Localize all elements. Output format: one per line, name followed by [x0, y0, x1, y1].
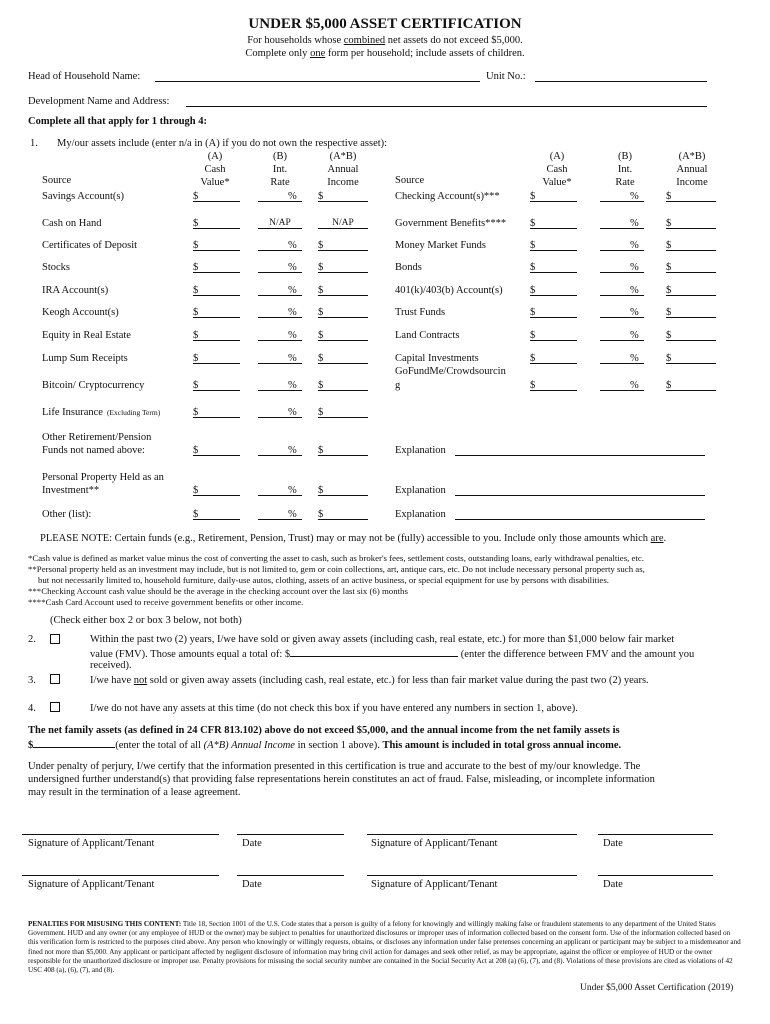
asset-source-label: Bonds: [395, 262, 422, 273]
annual-income-field[interactable]: [666, 340, 716, 341]
life-insurance-label: Life Insurance: [42, 407, 103, 418]
int-rate-field[interactable]: [258, 417, 302, 418]
signature-line[interactable]: [22, 834, 219, 835]
item-4-checkbox[interactable]: [50, 702, 60, 712]
int-rate-field[interactable]: [600, 295, 644, 296]
dollar-sign: $: [666, 191, 672, 202]
percent-sign: %: [288, 445, 297, 456]
percent-sign: %: [630, 262, 639, 273]
dollar-sign: $: [318, 285, 324, 296]
int-rate-nap: N/AP: [269, 218, 291, 228]
asset-source-label: IRA Account(s): [42, 285, 109, 296]
cash-value-field[interactable]: [193, 390, 240, 391]
int-rate-field[interactable]: [258, 272, 302, 273]
asset-source-label: Lump Sum Receipts: [42, 353, 128, 364]
dollar-sign: $: [193, 380, 199, 391]
asset-source-label: Land Contracts: [395, 330, 460, 341]
footnote-cash-card: ****Cash Card Account used to receive government benefits or other income.: [28, 597, 304, 607]
asset-source-label: Other Retirement/Pension: [42, 432, 152, 443]
int-rate-field[interactable]: [258, 340, 302, 341]
dollar-sign: $: [193, 485, 199, 496]
percent-sign: %: [630, 330, 639, 341]
dollar-sign: $: [666, 330, 672, 341]
cash-value-field[interactable]: [193, 495, 240, 496]
subtitle-2: Complete only one form per household; include assets of children.: [245, 48, 525, 59]
date-label: Date: [603, 879, 623, 890]
subtitle-1: For households whose combined net assets do not exceed $5,000.: [247, 35, 523, 46]
annual-income-field[interactable]: [318, 295, 368, 296]
dollar-sign: $: [666, 240, 672, 251]
perjury-line-2: undersigned further understand(s) that providing false representations herein constitutes an act of fraud. False, misleading, or incomplete information: [28, 774, 655, 785]
signature-label: Signature of Applicant/Tenant: [28, 879, 155, 890]
dollar-sign: $: [318, 240, 324, 251]
dollar-sign: $: [193, 285, 199, 296]
dollar-sign: $: [318, 353, 324, 364]
annual-income-field[interactable]: [666, 201, 716, 202]
annual-income-field[interactable]: [318, 340, 368, 341]
footer-form-name: Under $5,000 Asset Certification (2019): [580, 983, 734, 993]
footnote-personal-property: **Personal property held as an investment may include, but is not limited to, gem or coin collections, art, antique cars, etc. Do not include necessary personal property such as,: [28, 564, 645, 574]
percent-sign: %: [288, 307, 297, 318]
footnote-cash-value: *Cash value is defined as market value minus the cost of converting the asset to cash, such as broker's fees, settlement costs, outstanding loans, early withdrawal penalties, etc.: [28, 553, 644, 563]
footnote-checking: ***Checking Account cash value should be the average in the checking account over the last six (6) months: [28, 586, 408, 596]
explanation-field[interactable]: [455, 455, 705, 456]
cash-value-field[interactable]: [193, 363, 240, 364]
cash-value-field[interactable]: [530, 228, 577, 229]
col-a-header-right: (A) Cash Value*: [542, 151, 572, 188]
dollar-sign: $: [530, 380, 536, 391]
item-3-text: I/we have not sold or given away assets (including cash, real estate, etc.) for less than fair market value during the past two (2) years.: [90, 675, 649, 686]
annual-income-field[interactable]: [318, 363, 368, 364]
percent-sign: %: [288, 407, 297, 418]
fmv-difference-field[interactable]: [290, 647, 458, 657]
int-rate-field[interactable]: [600, 250, 644, 251]
dollar-sign: $: [318, 191, 324, 202]
int-rate-field[interactable]: [600, 272, 644, 273]
int-rate-field[interactable]: [258, 295, 302, 296]
unit-no-field[interactable]: [535, 81, 707, 82]
cash-value-field[interactable]: [530, 390, 577, 391]
annual-income-field[interactable]: [318, 417, 368, 418]
cash-value-field[interactable]: [193, 519, 240, 520]
asset-source-label: Capital Investments: [395, 353, 479, 364]
percent-sign: %: [630, 191, 639, 202]
annual-income-field[interactable]: [318, 272, 368, 273]
annual-income-field[interactable]: [666, 250, 716, 251]
dollar-sign: $: [666, 262, 672, 273]
dollar-sign: $: [193, 509, 199, 520]
percent-sign: %: [630, 240, 639, 251]
item-2-text-cont: value (FMV). Those amounts equal a total of: $ (enter the difference between FMV and the amount you: [90, 649, 695, 660]
cash-value-field[interactable]: [530, 201, 577, 202]
annual-income-field: [318, 228, 368, 229]
int-rate-field[interactable]: [258, 317, 302, 318]
cash-value-field[interactable]: [193, 455, 240, 456]
cash-value-field[interactable]: [530, 363, 577, 364]
dollar-sign: $: [318, 380, 324, 391]
development-label: Development Name and Address:: [28, 96, 170, 107]
asset-source-label: Cash on Hand: [42, 218, 102, 229]
annual-income-field[interactable]: [318, 317, 368, 318]
asset-source-label: g: [395, 380, 401, 391]
percent-sign: %: [288, 262, 297, 273]
asset-source-label: 401(k)/403(b) Account(s): [395, 285, 503, 296]
penalties-paragraph: PENALTIES FOR MISUSING THIS CONTENT: Title 18, Section 1001 of the U.S. Code states that a person is guilty of a felony for knowingly and willingly making false or fraudulent statements to any department of the United States Government. HUD and any owner (or any employee of HUD or the owner) may be subject to penalties for unauthorized disclosures or improper uses of information collected based on the consent form. Use of the information collected based on this verification form is restricted to the purposes cited above. Any person who knowingly or willingly requests, obtains, or discloses any information under false pretenses concerning an applicant or participant may be subject to a misdemeanor and fined not more than $5,000. Any applicant or participant affected by negligent disclosure of information may bring civil action for damages and seek other relief, as may be appropriate, against the officer or employee of HUD or the owner responsible for the unauthorized disclosure or improper use. Penalty provisions for misusing the social security number are contained in the Social Security Act at 208 (a) (6), (7), and (8). Violations of these provisions are cited as violations of 42 USC 408 (a), (6), (7), and (8).: [28, 920, 741, 975]
annual-income-field[interactable]: [318, 201, 368, 202]
source-label-right: Source: [395, 175, 425, 186]
int-rate-field[interactable]: [258, 455, 302, 456]
explanation-label: Explanation: [395, 485, 446, 496]
dollar-sign: $: [530, 191, 536, 202]
item-4-number: 4.: [28, 703, 36, 714]
percent-sign: %: [630, 353, 639, 364]
check-either-note: (Check either box 2 or box 3 below, not both): [50, 615, 242, 626]
cash-value-field[interactable]: [193, 250, 240, 251]
annual-income-field[interactable]: [666, 363, 716, 364]
dollar-sign: $: [666, 218, 672, 229]
unit-no-label: Unit No.:: [486, 71, 526, 82]
dollar-sign: $: [318, 330, 324, 341]
signature-line[interactable]: [22, 875, 219, 876]
annual-income-field[interactable]: [666, 272, 716, 273]
cash-value-field[interactable]: [530, 272, 577, 273]
signature-line[interactable]: [367, 875, 577, 876]
dollar-sign: $: [666, 380, 672, 391]
percent-sign: %: [630, 380, 639, 391]
percent-sign: %: [288, 485, 297, 496]
date-label: Date: [242, 879, 262, 890]
int-rate-field[interactable]: [258, 250, 302, 251]
instructions: Complete all that apply for 1 through 4:: [28, 116, 207, 127]
asset-source-label: Keogh Account(s): [42, 307, 119, 318]
footnote-personal-property-cont: but not necessarily limited to, household furniture, daily-use autos, clothing, assets of an active business, or special equipment for use by persons with disabilities.: [38, 575, 609, 585]
dollar-sign: $: [530, 218, 536, 229]
int-rate-field[interactable]: [600, 317, 644, 318]
dollar-sign: $: [318, 485, 324, 496]
asset-source-label: Money Market Funds: [395, 240, 486, 251]
dollar-sign: $: [666, 285, 672, 296]
asset-source-label: Trust Funds: [395, 307, 446, 318]
int-rate-field[interactable]: [600, 201, 644, 202]
percent-sign: %: [288, 330, 297, 341]
asset-source-label: GoFundMe/Crowdsourcin: [395, 366, 506, 377]
item-3-number: 3.: [28, 675, 36, 686]
date-line[interactable]: [598, 834, 713, 835]
item-2-text: Within the past two (2) years, I/we have sold or given away assets (including cash, real estate, etc.) for more than $1,000 below fair market: [90, 634, 675, 645]
int-rate-field[interactable]: [258, 390, 302, 391]
annual-income-field[interactable]: [318, 495, 368, 496]
int-rate-field[interactable]: [258, 495, 302, 496]
annual-income-field[interactable]: [666, 317, 716, 318]
annual-income-field[interactable]: [666, 295, 716, 296]
dollar-sign: $: [193, 307, 199, 318]
explanation-label: Explanation: [395, 445, 446, 456]
int-rate-field[interactable]: [258, 363, 302, 364]
percent-sign: %: [288, 353, 297, 364]
dollar-sign: $: [666, 353, 672, 364]
percent-sign: %: [630, 307, 639, 318]
col-b-header-left: (B) Int. Rate: [270, 151, 290, 188]
cash-value-field[interactable]: [193, 317, 240, 318]
perjury-line-1: Under penalty of perjury, I/we certify that the information presented in this certification is true and accurate to the best of my/our knowledge. The: [28, 761, 641, 772]
percent-sign: %: [288, 380, 297, 391]
asset-source-label: Bitcoin/ Cryptocurrency: [42, 380, 145, 391]
perjury-line-3: may result in the termination of a lease agreement.: [28, 787, 241, 798]
asset-source-label: Equity in Real Estate: [42, 330, 131, 341]
int-rate-field[interactable]: [600, 340, 644, 341]
item-2-checkbox[interactable]: [50, 634, 60, 644]
source-label-left: Source: [42, 175, 72, 186]
signature-label: Signature of Applicant/Tenant: [371, 838, 498, 849]
page-title: UNDER $5,000 ASSET CERTIFICATION: [248, 16, 522, 32]
dollar-sign: $: [193, 191, 199, 202]
cash-value-field[interactable]: [530, 250, 577, 251]
asset-source-label: Savings Account(s): [42, 191, 124, 202]
asset-source-label: Funds not named above:: [42, 445, 145, 456]
dollar-sign: $: [530, 262, 536, 273]
percent-sign: %: [288, 285, 297, 296]
signature-line[interactable]: [367, 834, 577, 835]
dollar-sign: $: [193, 240, 199, 251]
please-note: PLEASE NOTE: Certain funds (e.g., Retirement, Pension, Trust) may or may not be (fully) accessible to you. Include only those amounts which are.: [40, 533, 667, 544]
dollar-sign: $: [193, 218, 199, 229]
col-ab-header-left: (A*B) Annual Income: [327, 151, 359, 188]
cash-value-field[interactable]: [530, 295, 577, 296]
life-insurance-note: (Excluding Term): [106, 408, 161, 417]
asset-source-label: Checking Account(s)***: [395, 191, 500, 202]
signature-label: Signature of Applicant/Tenant: [371, 879, 498, 890]
asset-source-label: Government Benefits****: [395, 218, 507, 229]
cash-value-field[interactable]: [193, 340, 240, 341]
percent-sign: %: [288, 191, 297, 202]
col-ab-header-right: (A*B) Annual Income: [676, 151, 708, 188]
dollar-sign: $: [530, 330, 536, 341]
cash-value-field[interactable]: [530, 340, 577, 341]
annual-income-field[interactable]: [666, 390, 716, 391]
dollar-sign: $: [193, 353, 199, 364]
dollar-sign: $: [666, 307, 672, 318]
item-3-checkbox[interactable]: [50, 674, 60, 684]
date-label: Date: [242, 838, 262, 849]
cash-value-field[interactable]: [530, 317, 577, 318]
dollar-sign: $: [318, 445, 324, 456]
col-a-header-left: (A) Cash Value*: [200, 151, 230, 188]
dollar-sign: $: [530, 240, 536, 251]
int-rate-field[interactable]: [258, 519, 302, 520]
annual-income-field[interactable]: [318, 519, 368, 520]
dollar-sign: $: [193, 445, 199, 456]
cash-value-field[interactable]: [193, 228, 240, 229]
int-rate-field[interactable]: [600, 228, 644, 229]
date-line[interactable]: [237, 834, 344, 835]
cash-value-field[interactable]: [193, 295, 240, 296]
dollar-sign: $: [318, 262, 324, 273]
signature-label: Signature of Applicant/Tenant: [28, 838, 155, 849]
asset-source-label: Other (list):: [42, 509, 92, 520]
explanation-field[interactable]: [455, 495, 705, 496]
head-of-household-label: Head of Household Name:: [28, 71, 141, 82]
explanation-label: Explanation: [395, 509, 446, 520]
section-1-number: 1.: [30, 138, 38, 149]
percent-sign: %: [630, 218, 639, 229]
net-assets-statement: The net family assets (as defined in 24 CFR 813.102) above do not exceed $5,000, and the annual income from the net family assets is: [28, 725, 620, 736]
cash-value-field[interactable]: [193, 417, 240, 418]
percent-sign: %: [288, 509, 297, 520]
asset-source-label: Investment**: [42, 485, 100, 496]
section-1-text: My/our assets include (enter n/a in (A) if you do not own the respective asset):: [57, 138, 388, 149]
cash-value-field[interactable]: [193, 201, 240, 202]
annual-income-field[interactable]: [318, 390, 368, 391]
dollar-sign: $: [530, 285, 536, 296]
development-field[interactable]: [186, 106, 707, 107]
annual-income-nap: N/AP: [332, 218, 354, 228]
date-line[interactable]: [237, 875, 344, 876]
date-line[interactable]: [598, 875, 713, 876]
int-rate-field[interactable]: [600, 390, 644, 391]
annual-income-field[interactable]: [666, 228, 716, 229]
int-rate-field: [258, 228, 302, 229]
asset-source-label: Stocks: [42, 262, 71, 273]
net-assets-total-field[interactable]: [33, 738, 115, 748]
asset-source-label: Certificates of Deposit: [42, 240, 138, 251]
head-of-household-field[interactable]: [155, 81, 480, 82]
int-rate-field[interactable]: [600, 363, 644, 364]
asset-source-label: Personal Property Held as an: [42, 472, 164, 483]
annual-income-field[interactable]: [318, 250, 368, 251]
explanation-field[interactable]: [455, 519, 705, 520]
cash-value-field[interactable]: [193, 272, 240, 273]
dollar-sign: $: [193, 262, 199, 273]
asset-source-label: [42, 407, 160, 418]
item-2-number: 2.: [28, 634, 36, 645]
net-assets-total-line: $ (enter the total of all (A*B) Annual Income in section 1 above). This amount is included in total gross annual income.: [28, 740, 622, 751]
annual-income-field[interactable]: [318, 455, 368, 456]
date-label: Date: [603, 838, 623, 849]
dollar-sign: $: [318, 407, 324, 418]
dollar-sign: $: [530, 353, 536, 364]
item-4-text: I/we do not have any assets at this time (do not check this box if you have entered any numbers in section 1, above).: [90, 703, 578, 714]
int-rate-field[interactable]: [258, 201, 302, 202]
percent-sign: %: [288, 240, 297, 251]
item-2-text-end: received).: [90, 660, 132, 671]
dollar-sign: $: [318, 307, 324, 318]
dollar-sign: $: [318, 509, 324, 520]
dollar-sign: $: [530, 307, 536, 318]
dollar-sign: $: [193, 407, 199, 418]
percent-sign: %: [630, 285, 639, 296]
col-b-header-right: (B) Int. Rate: [615, 151, 635, 188]
dollar-sign: $: [193, 330, 199, 341]
